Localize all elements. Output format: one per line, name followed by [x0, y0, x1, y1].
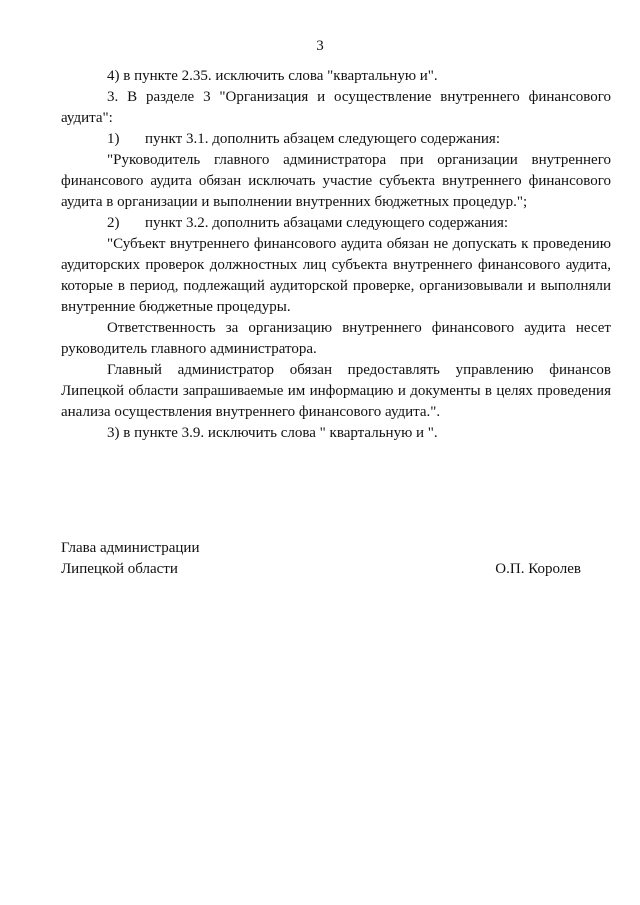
list-item-1-number: 1): [107, 131, 120, 147]
list-item-2-text: пункт 3.2. дополнить абзацами следующего содержания:: [145, 215, 509, 231]
list-item-2-number: 2): [107, 215, 120, 231]
page-number: 3: [316, 38, 324, 54]
signature-row: [61, 559, 581, 580]
paragraph-responsibility: Ответственность за организацию внутреннего финансового аудита несет руководитель главного администратора.: [61, 320, 611, 357]
signature-block: [61, 538, 581, 580]
list-item-1: [61, 129, 611, 150]
signature-title-line-2: Липецкой области: [61, 561, 178, 577]
signatory-name: О.П. Королев: [495, 561, 581, 577]
paragraph-section-3: 3. В разделе 3 "Организация и осуществление внутреннего финансового аудита":: [61, 89, 611, 126]
paragraph-main-administrator: Главный администратор обязан предоставлять управлению финансов Липецкой области запрашиваемые им информацию и документы в целях проведения анализа осуществления внутреннего финансового аудита.".: [61, 362, 611, 420]
paragraph-2-35: 4) в пункте 2.35. исключить слова "квартальную и".: [107, 68, 438, 84]
paragraph-quote-3-1: "Руководитель главного администратора при организации внутреннего финансового аудита обязан исключать участие субъекта внутреннего финансового аудита в организации и выполнении внутренних бюджетных процедур.";: [61, 152, 611, 210]
paragraph-3-9: 3) в пункте 3.9. исключить слова " квартальную и ".: [107, 425, 438, 441]
document-body: [61, 66, 611, 444]
paragraph-quote-3-2: "Субъект внутреннего финансового аудита обязан не допускать к проведению аудиторских проверок должностных лиц субъекта внутреннего финансового аудита, которые в период, подлежащий аудиторской проверке, организовывали и выполняли внутренние бюджетные процедуры.: [61, 236, 611, 315]
list-item-2: [61, 213, 611, 234]
list-item-1-text: пункт 3.1. дополнить абзацем следующего содержания:: [145, 131, 500, 147]
signature-title-line-1: Глава администрации: [61, 540, 200, 556]
